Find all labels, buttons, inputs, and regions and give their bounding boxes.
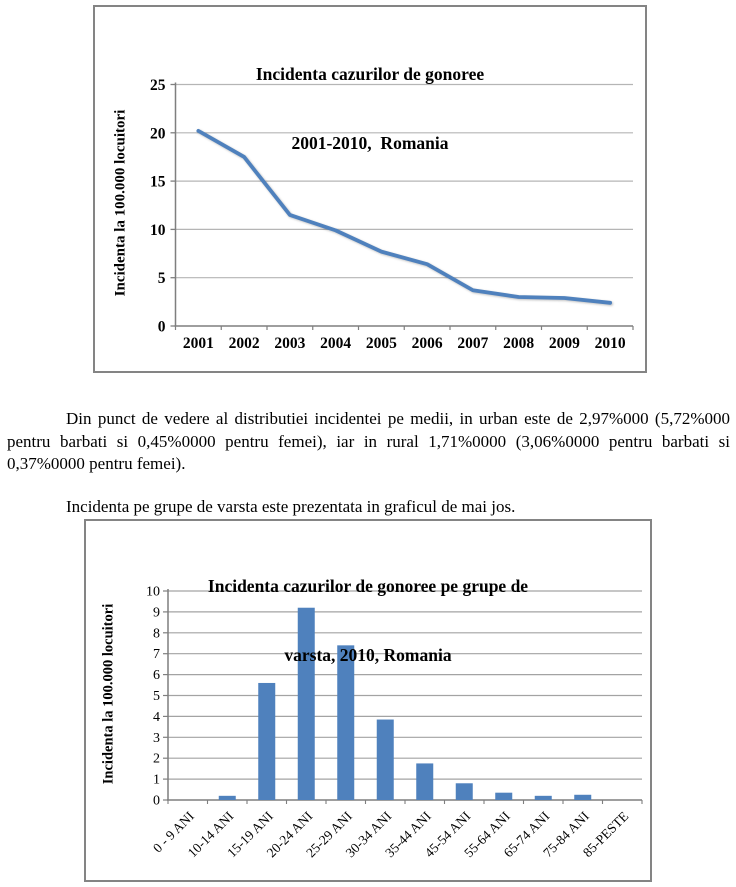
x-tick-label: 15-19 ANI [224,808,276,861]
x-tick-label: 25-29 ANI [303,808,355,861]
bar-chart-title-line1: Incidenta cazurilor de gonoree pe grupe de [207,576,529,596]
x-tick-label: 0 - 9 ANI [149,808,197,856]
x-tick-label: 35-44 ANI [382,808,434,861]
x-tick-label: 85-PESTE [579,808,632,860]
y-tick-label: 6 [153,668,160,684]
paragraph-media-distribution: Din punct de vedere al distributiei incidentei pe medii, in urban este de 2,97%000 (5,72%000 pentru barbati si 0,45%0000 pentru femei), iar in rural 1,71%0000 (3,06%0000 pentru barbati si 0,37%0000 pentru femei). [7,409,730,473]
y-tick-label: 4 [153,709,160,725]
bar-chart-title-line2: varsta, 2010, Romania [284,645,452,665]
y-tick-label: 0 [157,318,166,336]
x-tick-label: 2009 [548,335,580,352]
line-chart-title [95,17,645,201]
y-tick-label: 10 [150,221,166,239]
paragraph-age-groups-intro: Incidenta pe grupe de varsta este prezentata in graficul de mai jos. [66,497,516,516]
y-tick-label: 15 [150,173,166,191]
line-chart-title-line1: Incidenta cazurilor de gonoree [255,64,485,84]
bar [377,720,394,800]
bar [574,795,591,800]
y-tick-label: 7 [153,647,160,663]
x-tick-label: 30-34 ANI [342,808,395,861]
y-tick-label: 0 [153,793,160,809]
line-chart-figure [93,5,647,373]
bar-chart-y-axis-label: Incidenta la 100.000 locuitori [100,603,117,785]
y-tick-label: 3 [153,730,160,746]
x-tick-label: 2008 [503,335,535,352]
y-tick-label: 8 [153,626,160,642]
bar [495,793,512,800]
bar [219,796,236,800]
x-tick-label: 65-74 ANI [500,808,553,861]
x-tick-label: 2003 [274,335,306,352]
x-tick-label: 75-84 ANI [540,808,592,861]
bar-chart-title [86,529,650,713]
x-tick-label: 10-14 ANI [184,808,237,861]
x-tick-label: 45-54 ANI [421,808,474,861]
x-tick-label: 55-64 ANI [461,808,513,861]
x-tick-label: 20-24 ANI [263,808,316,861]
line-chart-y-axis-label: Incidenta la 100.000 locuitori [112,109,129,297]
x-tick-label: 2001 [182,335,214,352]
x-tick-label: 2010 [594,335,626,352]
line-chart-title-line2: 2001-2010, Romania [291,133,449,153]
x-tick-label: 2007 [457,335,489,352]
y-tick-label: 5 [153,689,160,704]
bar [456,783,473,800]
y-tick-label: 5 [157,270,166,288]
bar-chart-figure [84,519,652,882]
y-tick-label: 1 [153,772,160,788]
x-tick-label: 2006 [411,335,443,352]
x-tick-label: 2005 [365,335,397,352]
y-tick-label: 10 [146,584,160,600]
x-tick-label: 2004 [320,335,352,352]
y-tick-label: 20 [150,125,166,143]
x-tick-label: 2002 [228,335,260,352]
bar [416,763,433,800]
y-tick-label: 2 [153,751,160,767]
y-tick-label: 9 [153,605,160,621]
bar [535,796,552,800]
y-tick-label: 25 [150,77,166,94]
